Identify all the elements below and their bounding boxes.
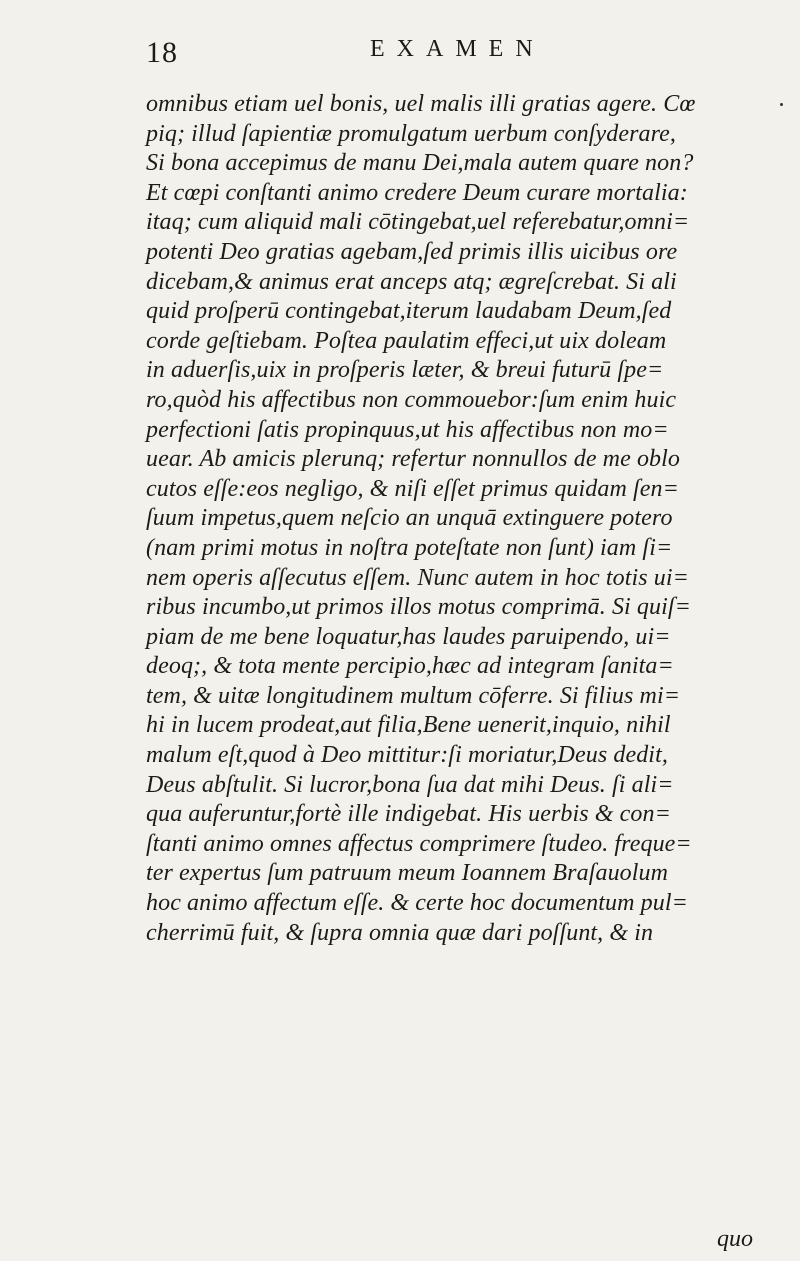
text-line: piq; illud ſapientiæ promulgatum uerbum conſyderare, [146, 120, 677, 147]
text-line: ſtanti animo omnes affectus comprimere ſtudeo. freque= [146, 830, 692, 857]
text-line: ro,quòd his affectibus non commouebor:ſum enim huic [146, 386, 677, 413]
text-line: cherrimū fuit, & ſupra omnia quæ dari poſſunt, & in [146, 919, 654, 946]
text-line: deoq;, & tota mente percipio,hæc ad integram ſanita= [146, 653, 674, 680]
text-line: itaq; cum aliquid mali cōtingebat,uel referebatur,omni= [146, 209, 690, 236]
text-line: Deus abſtulit. Si lucror,bona ſua dat mihi Deus. ſi ali= [146, 771, 674, 798]
text-line: ribus incumbo,ut primos illos motus comprimā. Si quiſ= [146, 594, 691, 621]
text-line: hoc animo affectum eſſe. & certe hoc documentum pul= [146, 890, 688, 917]
text-line: qua auferuntur,fortè ille indigebat. His uerbis & con= [146, 801, 671, 828]
text-line: ſuum impetus,quem neſcio an unquā extinguere potero [146, 505, 673, 532]
text-line: uear. Ab amicis plerunq; refertur nonnullos de me oblo [146, 446, 681, 473]
text-line: ter expertus ſum patruum meum Ioannem Braſauolum [146, 860, 669, 887]
text-line: hi in lucem prodeat,aut filia,Bene uenerit,inquio, nihil [146, 712, 671, 739]
ink-speck [780, 103, 783, 106]
running-title: EXAMEN [370, 36, 545, 62]
body-text [146, 90, 766, 948]
catchword: quo [717, 1226, 753, 1252]
text-line: potenti Deo gratias agebam,ſed primis illis uicibus ore [146, 238, 678, 265]
text-line: quid proſperū contingebat,iterum laudabam Deum,ſed [146, 298, 672, 325]
text-line: nem operis aſſecutus eſſem. Nunc autem in hoc totis ui= [146, 564, 689, 591]
text-line: corde geſtiebam. Poſtea paulatim effeci,ut uix doleam [146, 327, 667, 354]
page-header [0, 32, 800, 72]
text-line: (nam primi motus in noſtra poteſtate non ſunt) iam ſi= [146, 534, 673, 561]
text-line: omnibus etiam uel bonis, uel malis illi gratias agere. Cœ [146, 91, 696, 117]
text-line: dicebam,& animus erat anceps atq; ægreſcrebat. Si ali [146, 268, 677, 295]
text-line: perfectioni ſatis propinquus,ut his affectibus non mo= [146, 416, 669, 443]
text-line: tem, & uitæ longitudinem multum cōferre. Si filius mi= [146, 682, 681, 709]
text-line: malum eſt,quod à Deo mittitur:ſi moriatur,Deus dedit, [146, 742, 668, 769]
text-line: Et cœpi conſtanti animo credere Deum curare mortalia: [146, 179, 688, 206]
text-line: in aduerſis,uix in proſperis læter, & breui futurū ſpe= [146, 357, 664, 384]
text-line: piam de me bene loquatur,has laudes paruipendo, ui= [146, 623, 671, 650]
text-line: cutos eſſe:eos negligo, & niſi eſſet primus quidam ſen= [146, 475, 679, 502]
page-number: 18 [146, 36, 178, 69]
text-line: Si bona accepimus de manu Dei,mala autem quare non? [146, 150, 694, 177]
